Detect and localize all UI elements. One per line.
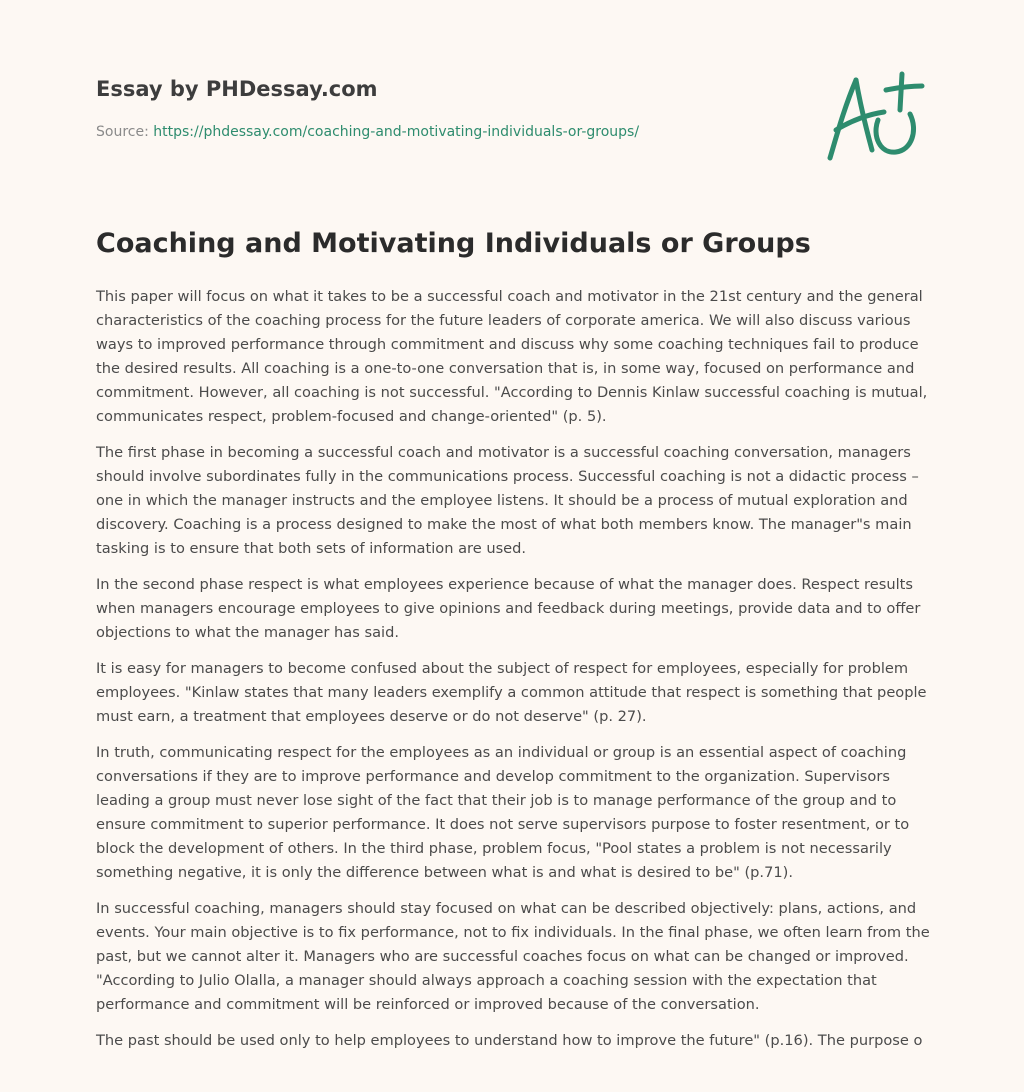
essay-title: Coaching and Motivating Individuals or Groups [96, 228, 811, 259]
source-link[interactable]: https://phdessay.com/coaching-and-motivating-individuals-or-groups/ [153, 124, 640, 140]
essay-paragraph: The past should be used only to help employees to understand how to improve the future" (p.16). The purpose o [96, 1032, 923, 1049]
essay-paragraph: This paper will focus on what it takes to be a successful coach and motivator in the 21st century and the general characteristics of the coaching process for the future leaders of corporate america. We will also discuss various ways to improved performance through commitment and discuss why some coaching techniques fail to produce the desired results. All coaching is a one-to-one conversation that is, in some way, focused on performance and commitment. However, all coaching is not successful. "According to Dennis Kinlaw successful coaching is mutual, communicates respect, problem-focused and change-oriented" (p. 5). [96, 288, 928, 425]
essay-paragraph: The first phase in becoming a successful coach and motivator is a successful coaching conversation, managers should involve subordinates fully in the communications process. Successful coaching is not a didactic process – one in which the manager instructs and the employee listens. It should be a process of mutual exploration and discovery. Coaching is a process designed to make the most of what both members know. The manager"s main tasking is to ensure that both sets of information are used. [96, 444, 919, 557]
essay-paragraph: In the second phase respect is what employees experience because of what the manager does. Respect results when managers encourage employees to give opinions and feedback during meetings, provide data and to offer objections to what the manager has said. [96, 576, 921, 641]
essay-body [96, 285, 936, 1065]
source-label: Source: [96, 124, 149, 140]
essay-paragraph: It is easy for managers to become confused about the subject of respect for employees, especially for problem employees. "Kinlaw states that many leaders exemplify a common attitude that respect is something that people must earn, a treatment that employees deserve or do not deserve" (p. 27). [96, 660, 927, 725]
essay-paragraph: In truth, communicating respect for the employees as an individual or group is an essential aspect of coaching conversations if they are to improve performance and develop commitment to the organization. Supervisors leading a group must never lose sight of the fact that their job is to manage performance of the group and to ensure commitment to superior performance. It does not serve supervisors purpose to foster resentment, or to block the development of others. In the third phase, problem focus, "Pool states a problem is not necessarily something negative, it is only the difference between what is and what is desired to be" (p.71). [96, 744, 910, 881]
essay-paragraph: In successful coaching, managers should stay focused on what can be described objectively: plans, actions, and events. Your main objective is to fix performance, not to fix individuals. In the final phase, we often learn from the past, but we cannot alter it. Managers who are successful coaches focus on what can be changed or improved. "According to Julio Olalla, a manager should always approach a coaching session with the expectation that performance and commitment will be reinforced or improved because of the conversation. [96, 900, 930, 1013]
a-plus-grade-logo-icon [822, 68, 926, 164]
site-title: Essay by PHDessay.com [96, 77, 378, 101]
source-line [96, 124, 639, 140]
